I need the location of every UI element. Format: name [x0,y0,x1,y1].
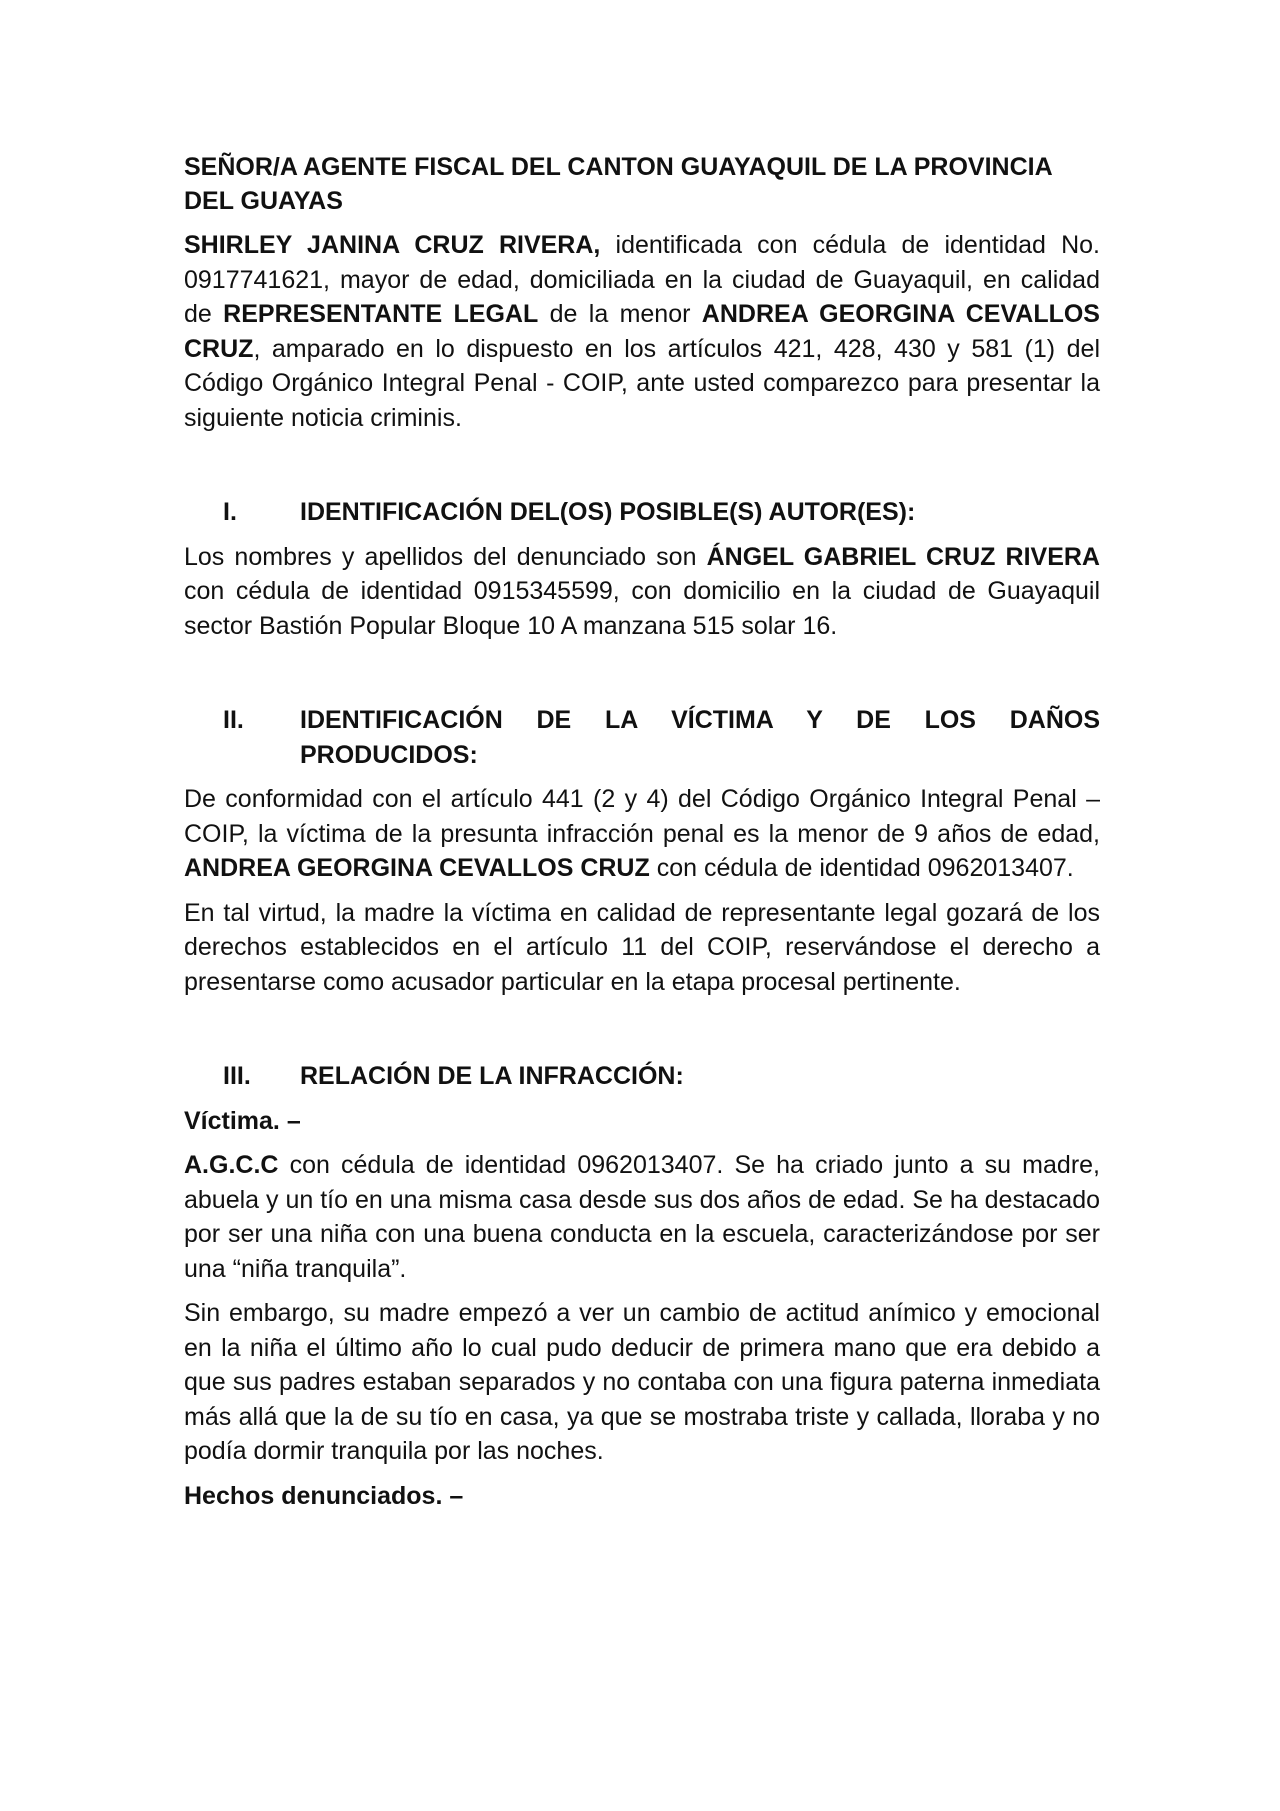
legal-role: REPRESENTANTE LEGAL [223,300,539,328]
section-2-title [300,703,1100,772]
victim-name: ANDREA GEORGINA CEVALLOS CRUZ [184,854,650,882]
section-2-text-rest: con cédula de identidad 0962013407. [649,854,1074,882]
section-3-paragraph-1 [184,1148,1100,1286]
section-3-heading [184,1059,1100,1094]
section-2-text: De conformidad con el artículo 441 (2 y 4) del Código Orgánico Integral Penal – COIP, la víctima de la presunta infracción penal es la menor de 9 años de edad, [184,785,1100,848]
section-3-text: con cédula de identidad 0962013407. Se ha criado junto a su madre, abuela y un tío en una misma casa desde sus dos años de edad. Se ha destacado por ser una niña con una buena conducta en la escuela, caracterizándose por ser una “niña tranquila”. [184,1151,1100,1283]
section-3-number: III. [223,1062,251,1090]
intro-text-1: identificada con cédula de identidad No. 0917741621, mayor de edad, domiciliada en la ciudad de Guayaquil, en calidad de [184,231,1100,328]
section-3-paragraph-2: Sin embargo, su madre empezó a ver un cambio de actitud anímico y emocional en la niña el último año lo cual pudo deducir de primera mano que era debido a que sus padres estaban separados y no contaba con una figura paterna inmediata más allá que la de su tío en casa, ya que se mostraba triste y callada, lloraba y no podía dormir tranquila por las noches. [184,1299,1100,1465]
section-2-heading [184,703,1100,772]
section-1-paragraph [184,540,1100,644]
section-3-title: RELACIÓN DE LA INFRACCIÓN: [300,1062,684,1090]
victim-subheading: Víctima. – [184,1106,301,1135]
complainant-name: SHIRLEY JANINA CRUZ RIVERA, [184,231,601,259]
victim-initials: A.G.C.C [184,1151,279,1179]
section-1-text-rest: con cédula de identidad 0915345599, con domicilio en la ciudad de Guayaquil sector Bastión Popular Bloque 10 A manzana 515 solar 16. [184,577,1100,640]
document-title: SEÑOR/A AGENTE FISCAL DEL CANTON GUAYAQUIL DE LA PROVINCIA DEL GUAYAS [184,153,1052,215]
intro-text-3: , amparado en lo dispuesto en los artículos 421, 428, 430 y 581 (1) del Código Orgánico Integral Penal - COIP, ante usted comparezco para presentar la siguiente noticia criminis. [184,334,1100,432]
section-1-text: Los nombres y apellidos del denunciado son [184,542,707,571]
section-2-title-line-2: PRODUCIDOS: [300,740,478,769]
section-1-heading [184,495,1100,530]
section-1-title: IDENTIFICACIÓN DEL(OS) POSIBLE(S) AUTOR(ES): [300,498,916,526]
accused-name: ÁNGEL GABRIEL CRUZ RIVERA [706,542,1100,571]
section-2-title-line-1: IDENTIFICACIÓN DE LA VÍCTIMA Y DE LOS DAÑOS [300,706,1100,734]
section-2-number: II. [223,706,244,734]
facts-subheading: Hechos denunciados. – [184,1481,464,1510]
intro-text-2: de la menor [538,300,702,328]
intro-paragraph [184,228,1100,435]
section-2-paragraph-2: En tal virtud, la madre la víctima en calidad de representante legal gozará de los derechos establecidos en el artículo 11 del COIP, reservándose el derecho a presentarse como acusador particular en la etapa procesal pertinente. [184,898,1100,996]
section-1-number: I. [223,498,237,526]
section-2-paragraph-1 [184,782,1100,886]
minor-name: ANDREA GEORGINA CEVALLOS CRUZ [184,300,1100,363]
